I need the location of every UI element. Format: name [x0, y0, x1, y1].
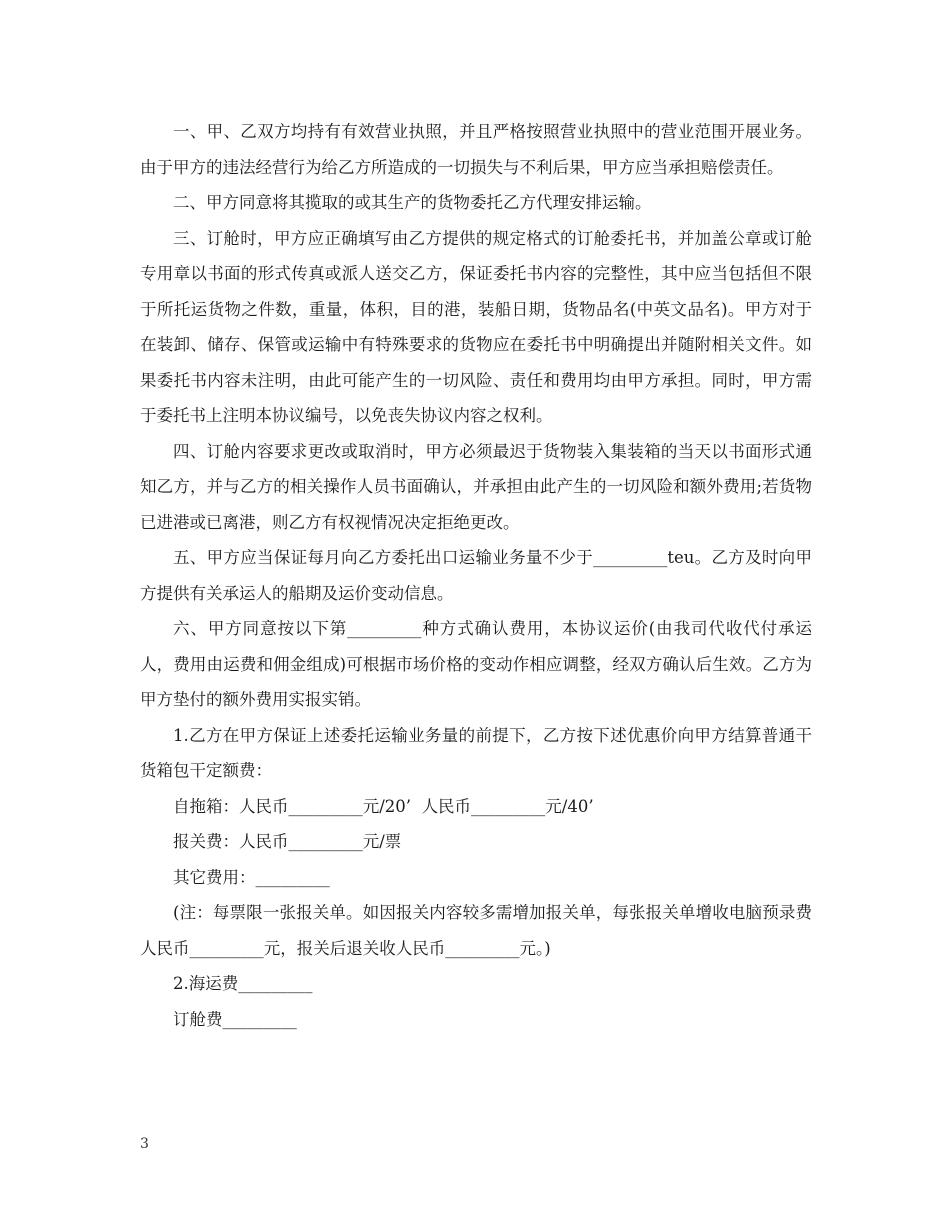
booking-fee-line: 订舱费_________ [173, 1009, 297, 1029]
customs-note-paragraph: (注：每票限一张报关单。如因报关内容较多需增加报关单，每张报关单增收电脑预录费人民币_________元，报关后退关收人民币_________元。) [140, 903, 812, 958]
other-fee-line: 其它费用：_________ [173, 867, 330, 887]
fee-item-1-paragraph: 1.乙方在甲方保证上述委托运输业务量的前提下，乙方按下述优惠价向甲方结算普通干货箱包干定额费： [140, 725, 812, 780]
clause-3-paragraph: 三、订舱时，甲方应正确填写由乙方提供的规定格式的订舱委托书，并加盖公章或订舱专用章以书面的形式传真或派人送交乙方，保证委托书内容的完整性，其中应当包括但不限于所托运货物之件数，重量，体积，目的港，装船日期，货物品名(中英文品名)。甲方对于在装卸、储存、保管或运输中有特殊要求的货物应在委托书中明确提出并随附相关文件。如果委托书内容未注明，由此可能产生的一切风险、责任和费用均由甲方承担。同时，甲方需于委托书上注明本协议编号，以免丧失协议内容之权利。 [140, 228, 812, 425]
clause-4-paragraph: 四、订舱内容要求更改或取消时，甲方必须最迟于货物装入集装箱的当天以书面形式通知乙方，并与乙方的相关操作人员书面确认，并承担由此产生的一切风险和额外费用;若货物已进港或已离港，则乙方有权视情况决定拒绝更改。 [140, 441, 812, 532]
page-number: 3 [140, 1136, 149, 1152]
ocean-freight-line: 2.海运费_________ [173, 974, 313, 993]
self-haul-fee-line: 自拖箱：人民币_________元/20’ 人民币_________元/40’ [173, 796, 594, 816]
clause-1-paragraph: 一、甲、乙双方均持有有效营业执照，并且严格按照营业执照中的营业范围开展业务。由于甲方的违法经营行为给乙方所造成的一切损失与不利后果，甲方应当承担赔偿责任。 [140, 122, 812, 177]
document-body [140, 114, 812, 1037]
clause-6-paragraph: 六、甲方同意按以下第_________种方式确认费用，本协议运价(由我司代收代付承运人，费用由运费和佣金组成)可根据市场价格的变动作相应调整，经双方确认后生效。乙方为甲方垫付的额外费用实报实销。 [140, 619, 812, 709]
clause-5-paragraph: 五、甲方应当保证每月向乙方委托出口运输业务量不少于_________teu。乙方及时向甲方提供有关承运人的船期及运价变动信息。 [140, 548, 812, 603]
clause-2-paragraph: 二、甲方同意将其揽取的或其生产的货物委托乙方代理安排运输。 [173, 193, 652, 212]
customs-fee-line: 报关费：人民币_________元/票 [173, 832, 402, 851]
